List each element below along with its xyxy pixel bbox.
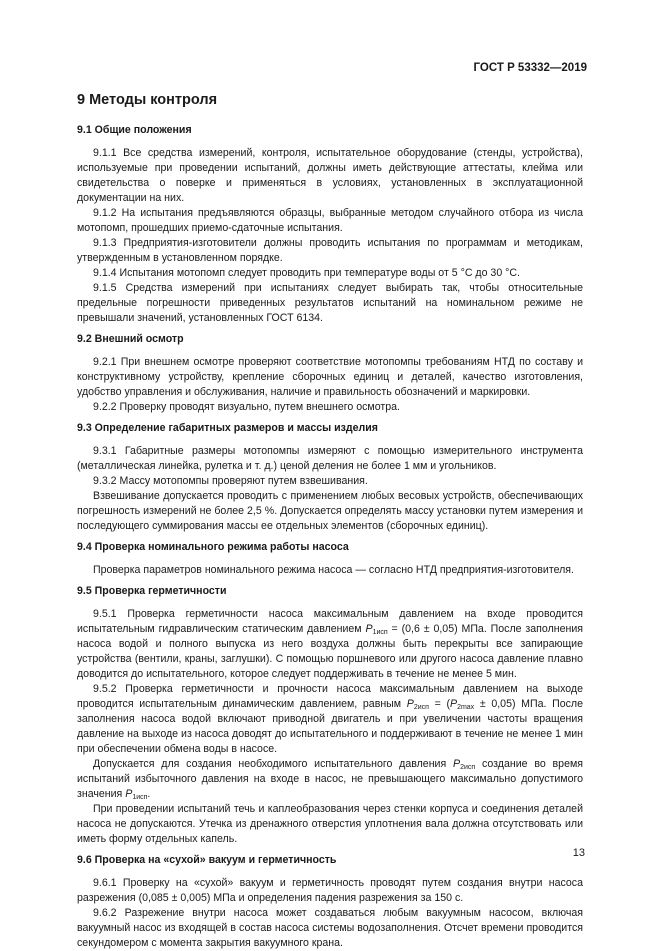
paragraph-9-6-2: 9.6.2 Разрежение внутри насоса может создаваться любым вакуумным насосом, включая вакуумный насос из входящей в состав насоса системы водозаполнения. Отсчет времени проводится секундомером с момента закрытия вакуумного крана. — [77, 907, 583, 949]
paragraph-9-4: Проверка параметров номинального режима насоса — согласно НТД предприятия-изготовителя. — [93, 564, 574, 576]
pressure-symbol: P — [365, 623, 373, 635]
text-run: = ( — [428, 698, 450, 710]
paragraph-9-3-2: 9.3.2 Массу мотопомпы проверяют путем взвешивания. — [93, 475, 368, 487]
text-run: 9.5.2 Проверка герметичности и прочности насоса максимальным давлением на выходе проводится испытательным динамическим давлением, равным — [77, 683, 583, 710]
paragraph-9-2-2: 9.2.2 Проверку проводят визуально, путем внешнего осмотра. — [93, 401, 400, 413]
paragraph-9-1-1: 9.1.1 Все средства измерений, контроля, испытательное оборудование (стенды, устройства), используемые при проведении испытаний, должны иметь действующие аттестаты, клейма или свидетельства о поверке и применяться в условиях, установленных в эксплуатационной документации на них. — [77, 147, 583, 204]
pressure-symbol: P — [125, 788, 133, 800]
paragraph-9-2-1: 9.2.1 При внешнем осмотре проверяют соответствие мотопомпы требованиям НТД по составу и конструктивному устройству, крепление сборочных единиц и деталей, качество изготовления, удобство управления и обслуживания, наличие и правильность обозначений и маркировки. — [77, 356, 583, 398]
paragraph-9-5-1 — [77, 607, 583, 682]
paragraph-9-5-2 — [77, 682, 583, 757]
pressure-subscript: 2max — [457, 704, 475, 711]
text-run: 9.5.1 Проверка герметичности насоса максимальным давлением на входе проводится испытательным гидравлическим статическим давлением — [77, 608, 583, 635]
paragraph-9-5-2-allowance — [77, 757, 583, 802]
paragraph-9-1-5: 9.1.5 Средства измерений при испытаниях следует выбирать так, чтобы относительные предельные погрешности приведенных результатов испытаний на номинальном режиме не превышали значений, установленных ГОСТ 6134. — [77, 282, 583, 324]
text-run: . — [147, 788, 151, 800]
subsection-9-5-title: 9.5 Проверка герметичности — [77, 585, 227, 597]
paragraph-9-1-4: 9.1.4 Испытания мотопомп следует проводить при температуре воды от 5 °С до 30 °С. — [93, 267, 520, 279]
standard-number: ГОСТ Р 53332—2019 — [473, 62, 587, 74]
text-run: = (0,6 ± 0,05) МПа. После заполнения насоса водой и полного выпуска из него воздуха должны быть перекрыты все запирающие устройства (вентили, краны, заглушки). С помощью поршневого или другого насоса давление плавно доводится до испытательного, которое следует поддерживать в течение не менее 5 мин. — [77, 623, 583, 680]
subsection-9-1-title: 9.1 Общие положения — [77, 124, 192, 136]
pressure-symbol: P — [406, 698, 414, 710]
pressure-subscript: 1исп — [132, 794, 148, 801]
text-run: ± 0,05) МПа. После заполнения насоса водой включают приводной двигатель и при увеличении частоты вращения давление на выходе из насоса доводят до испытательного и поддерживают в течение не менее 1 мин при обеспечении обмена воды в насосе. — [77, 698, 583, 755]
paragraph-9-5-leakage: При проведении испытаний течь и каплеобразования через стенки корпуса и соединения деталей насоса не допускаются. Утечка из дренажного отверстия уплотнения вала должна отсутствовать или иметь форму отдельных капель. — [77, 803, 583, 845]
text-run: создание во время испытаний избыточного давления на входе в насос, не превышающего максимально допустимого значения — [77, 758, 583, 800]
pressure-subscript: 2исп — [413, 704, 429, 711]
pressure-symbol: P — [449, 698, 458, 710]
paragraph-9-3-1: 9.3.1 Габаритные размеры мотопомпы измеряют с помощью измерительного инструмента (металлическая линейка, рулетка и т. д.) ценой деления не более 1 мм и угольников. — [77, 445, 583, 472]
section-title: 9 Методы контроля — [77, 92, 218, 108]
text-run: Допускается для создания необходимого испытательного давления — [93, 758, 454, 770]
paragraph-9-3-2-weighing: Взвешивание допускается проводить с применением любых весовых устройств, обеспечивающих погрешность измерений не более 2,5 %. Допускается определять массу установки путем измерения и последующего суммирования массы ее отдельных элементов (сборочных единиц). — [77, 490, 583, 532]
subsection-9-3-title: 9.3 Определение габаритных размеров и массы изделия — [77, 422, 378, 434]
subsection-9-6-title: 9.6 Проверка на «сухой» вакуум и герметичность — [77, 854, 337, 866]
paragraph-9-1-2: 9.1.2 На испытания предъявляются образцы, выбранные методом случайного отбора из числа мотопомп, прошедших приемо-сдаточные испытания. — [77, 207, 583, 234]
subsection-9-2-title: 9.2 Внешний осмотр — [77, 333, 184, 345]
paragraph-9-6-1: 9.6.1 Проверку на «сухой» вакуум и герметичность проводят путем создания внутри насоса разрежения (0,085 ± 0,005) МПа и определения падения разрежения за 150 с. — [77, 877, 583, 904]
subsection-9-4-title: 9.4 Проверка номинального режима работы насоса — [77, 541, 349, 553]
page-content — [77, 90, 583, 951]
pressure-subscript: 2исп — [460, 764, 476, 771]
paragraph-9-1-3: 9.1.3 Предприятия-изготовители должны проводить испытания по программам и методикам, утвержденным в установленном порядке. — [77, 237, 583, 264]
pressure-subscript: 1исп — [372, 629, 388, 636]
page-number: 13 — [572, 847, 585, 859]
pressure-symbol: P — [453, 758, 461, 770]
